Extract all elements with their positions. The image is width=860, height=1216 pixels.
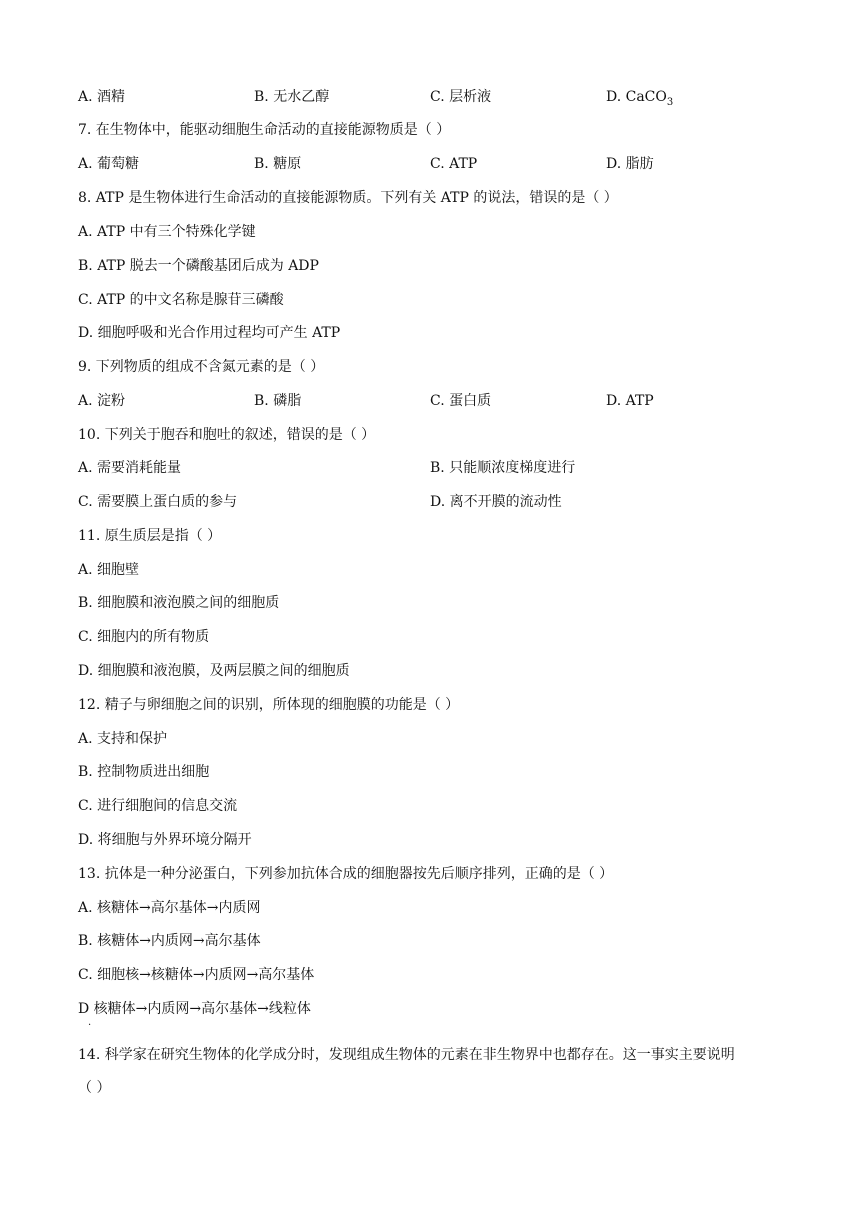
q10-option-d: D. 离不开膜的流动性 [430, 494, 562, 510]
q7-options [78, 154, 778, 174]
q9-option-d: D. ATP [606, 393, 654, 409]
q10-option-c: C. 需要膜上蛋白质的参与 [78, 494, 238, 510]
q6-option-d [606, 87, 673, 113]
q12-option-a: A. 支持和保护 [78, 731, 168, 747]
q8-stem: 8. ATP 是生物体进行生命活动的直接能源物质。下列有关 ATP 的说法，错误的是（ ） [78, 190, 618, 206]
q10-options-row2 [78, 492, 778, 512]
q13-option-b: B. 核糖体→内质网→高尔基体 [78, 933, 261, 949]
q9-options [78, 391, 778, 411]
q13-option-d-dot: . [88, 1017, 92, 1028]
q8-option-d: D. 细胞呼吸和光合作用过程均可产生 ATP [78, 325, 341, 341]
q13-option-d: D 核糖体→内质网→高尔基体→线粒体 [78, 1001, 311, 1017]
q8-option-a: A. ATP 中有三个特殊化学键 [78, 224, 256, 240]
q10-stem: 10. 下列关于胞吞和胞吐的叙述，错误的是（ ） [78, 427, 376, 443]
q13-option-c: C. 细胞核→核糖体→内质网→高尔基体 [78, 967, 315, 983]
q12-option-b: B. 控制物质进出细胞 [78, 764, 210, 780]
q14-stem: 14. 科学家在研究生物体的化学成分时，发现组成生物体的元素在非生物界中也都存在。这一事实主要说明 [78, 1047, 735, 1063]
q9-option-c: C. 蛋白质 [430, 393, 492, 409]
q11-option-b: B. 细胞膜和液泡膜之间的细胞质 [78, 595, 280, 611]
q9-option-b: B. 磷脂 [254, 393, 302, 409]
q11-option-d: D. 细胞膜和液泡膜，及两层膜之间的细胞质 [78, 663, 350, 679]
q12-option-c: C. 进行细胞间的信息交流 [78, 798, 238, 814]
q6-options [78, 87, 778, 107]
q7-option-d: D. 脂肪 [606, 156, 654, 172]
q11-option-c: C. 细胞内的所有物质 [78, 629, 210, 645]
q9-option-a: A. 淀粉 [78, 393, 126, 409]
q11-stem: 11. 原生质层是指（ ） [78, 528, 222, 544]
q13-stem: 13. 抗体是一种分泌蛋白，下列参加抗体合成的细胞器按先后顺序排列，正确的是（ ） [78, 866, 614, 882]
q8-option-c: C. ATP 的中文名称是腺苷三磷酸 [78, 292, 284, 308]
q6-option-d-text: D. CaCO [606, 89, 667, 105]
q9-stem: 9. 下列物质的组成不含氮元素的是（ ） [78, 359, 325, 375]
q10-option-b: B. 只能顺浓度梯度进行 [430, 460, 576, 476]
q6-option-a: A. 酒精 [78, 89, 126, 105]
q11-option-a: A. 细胞壁 [78, 562, 140, 578]
q8-option-b: B. ATP 脱去一个磷酸基团后成为 ADP [78, 258, 319, 274]
q6-option-b: B. 无水乙醇 [254, 89, 330, 105]
q6-option-c: C. 层析液 [430, 89, 492, 105]
q7-stem: 7. 在生物体中，能驱动细胞生命活动的直接能源物质是（ ） [78, 122, 451, 138]
q7-option-b: B. 糖原 [254, 156, 302, 172]
q12-stem: 12. 精子与卵细胞之间的识别，所体现的细胞膜的功能是（ ） [78, 697, 460, 713]
q14-stem-continued: （ ） [78, 1080, 111, 1096]
q7-option-c: C. ATP [430, 156, 478, 172]
q13-option-a: A. 核糖体→高尔基体→内质网 [78, 900, 261, 916]
q7-option-a: A. 葡萄糖 [78, 156, 140, 172]
q10-options-row1 [78, 458, 778, 478]
q10-option-a: A. 需要消耗能量 [78, 460, 182, 476]
q6-option-d-subscript: 3 [666, 96, 674, 108]
q12-option-d: D. 将细胞与外界环境分隔开 [78, 832, 252, 848]
